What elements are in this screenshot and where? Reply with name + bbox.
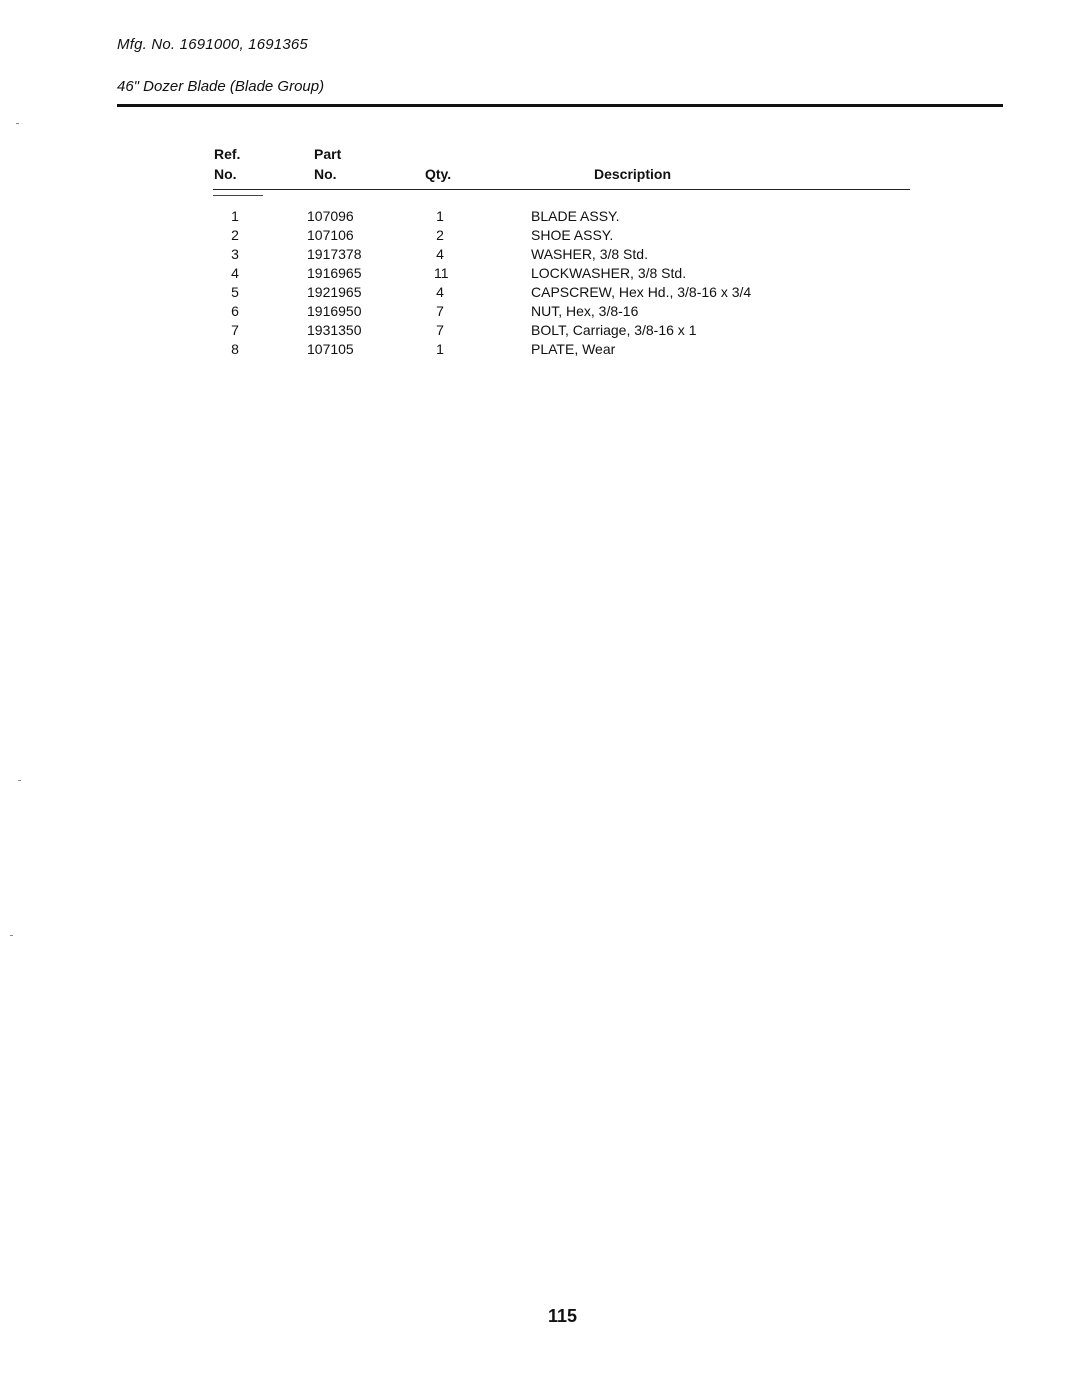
part-number: 1916950 <box>307 303 362 319</box>
table-row <box>0 322 1080 341</box>
table-row <box>0 265 1080 284</box>
ref-number: 8 <box>231 341 239 357</box>
quantity: 1 <box>436 341 444 357</box>
table-header-rule <box>213 189 910 190</box>
part-number: 1931350 <box>307 322 362 338</box>
description: BOLT, Carriage, 3/8-16 x 1 <box>531 322 697 338</box>
part-number: 1916965 <box>307 265 362 281</box>
scan-speck <box>18 780 21 781</box>
ref-number: 4 <box>231 265 239 281</box>
col-header-qty: Qty. <box>425 166 452 182</box>
scan-speck <box>10 935 13 936</box>
col-header-description: Description <box>594 166 672 182</box>
ref-column-underline <box>213 195 263 196</box>
ref-number: 7 <box>231 322 239 338</box>
ref-number: 6 <box>231 303 239 319</box>
description: SHOE ASSY. <box>531 227 614 243</box>
quantity: 1 <box>436 208 444 224</box>
mfg-number: Mfg. No. 1691000, 1691365 <box>117 36 308 53</box>
ref-number: 1 <box>231 208 239 224</box>
table-row <box>0 227 1080 246</box>
col-header-part-line1: Part <box>314 146 342 162</box>
quantity: 11 <box>434 265 449 281</box>
table-row <box>0 246 1080 265</box>
table-row <box>0 341 1080 360</box>
table-body <box>0 208 1080 360</box>
quantity: 7 <box>436 303 444 319</box>
quantity: 7 <box>436 322 444 338</box>
quantity: 4 <box>436 284 444 300</box>
part-number: 1921965 <box>307 284 362 300</box>
col-header-part-line2: No. <box>314 166 337 182</box>
col-header-ref-line1: Ref. <box>214 146 241 162</box>
part-number: 1917378 <box>307 246 362 262</box>
section-title: 46" Dozer Blade (Blade Group) <box>117 78 325 95</box>
ref-number: 3 <box>231 246 239 262</box>
ref-number: 5 <box>231 284 239 300</box>
part-number: 107105 <box>307 341 354 357</box>
part-number: 107096 <box>307 208 354 224</box>
quantity: 4 <box>436 246 444 262</box>
quantity: 2 <box>436 227 444 243</box>
table-row <box>0 208 1080 227</box>
col-header-ref-line2: No. <box>214 166 237 182</box>
ref-number: 2 <box>231 227 239 243</box>
part-number: 107106 <box>307 227 354 243</box>
header-rule <box>117 104 1003 107</box>
description: LOCKWASHER, 3/8 Std. <box>531 265 687 281</box>
description: WASHER, 3/8 Std. <box>531 246 648 262</box>
description: PLATE, Wear <box>531 341 616 357</box>
description: CAPSCREW, Hex Hd., 3/8-16 x 3/4 <box>531 284 752 300</box>
table-row <box>0 303 1080 322</box>
scan-speck <box>16 123 19 124</box>
page-number: 115 <box>548 1306 578 1326</box>
description: NUT, Hex, 3/8-16 <box>531 303 639 319</box>
table-row <box>0 284 1080 303</box>
description: BLADE ASSY. <box>531 208 620 224</box>
